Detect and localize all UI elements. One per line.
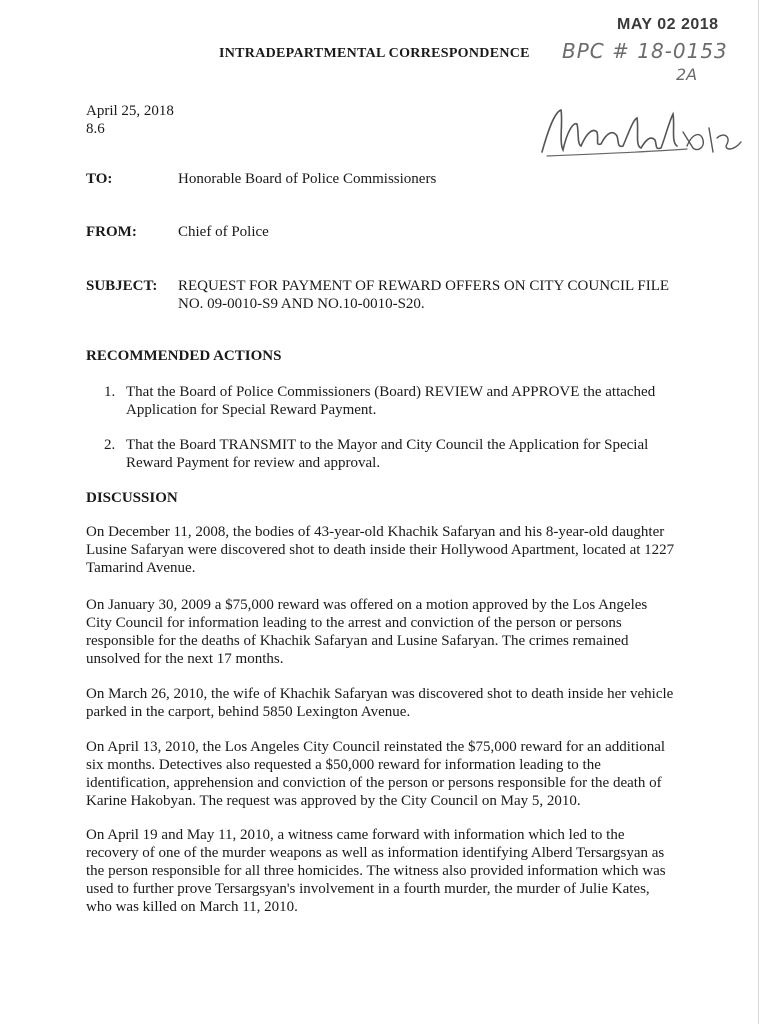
item-text: That the Board of Police Commissioners (Board) REVIEW and APPROVE the attached Application for Special Reward Payment. bbox=[126, 384, 656, 418]
memo-ref: 8.6 bbox=[86, 121, 105, 137]
memo-date-block bbox=[86, 102, 174, 138]
from-label: FROM: bbox=[86, 224, 137, 240]
discussion-paragraph: On April 19 and May 11, 2010, a witness came forward with information which led to the recovery of one of the murder weapons as well as information identifying Alberd Tersargsyan as the person responsible for all three homicides. The witness also provided information which was used to further prove Tersargsyan's involvement in a fourth murder, the murder of Julie Kates, who was killed on March 11, 2010. bbox=[86, 827, 666, 915]
agenda-ref-handwritten: 2A bbox=[676, 65, 698, 84]
from-value: Chief of Police bbox=[178, 224, 269, 240]
discussion-paragraph: On December 11, 2008, the bodies of 43-year-old Khachik Safaryan and his 8-year-old daughter Lusine Safaryan were discovered shot to death inside their Hollywood Apartment, located at 1227 Tamarind Avenue. bbox=[86, 524, 675, 576]
subject-label: SUBJECT: bbox=[86, 278, 158, 294]
memo-date: April 25, 2018 bbox=[86, 103, 174, 119]
handwritten-signature bbox=[537, 102, 757, 162]
recommended-actions-heading: RECOMMENDED ACTIONS bbox=[86, 348, 282, 364]
discussion-paragraph: On March 26, 2010, the wife of Khachik Safaryan was discovered shot to death inside her vehicle parked in the carport, behind 5850 Lexington Avenue. bbox=[86, 686, 674, 720]
document-title: INTRADEPARTMENTAL CORRESPONDENCE bbox=[219, 46, 530, 61]
item-text: That the Board TRANSMIT to the Mayor and City Council the Application for Special Reward Payment for review and approval. bbox=[126, 437, 649, 471]
discussion-paragraph: On January 30, 2009 a $75,000 reward was offered on a motion approved by the Los Angeles City Council for information leading to the arrest and conviction of the person or persons responsible for the deaths of Khachik Safaryan and Lusine Safaryan. The crimes remained unsolved for the next 17 months. bbox=[86, 597, 648, 667]
discussion-heading: DISCUSSION bbox=[86, 490, 178, 506]
item-number: 1. bbox=[104, 384, 116, 400]
to-value: Honorable Board of Police Commissioners bbox=[178, 171, 437, 187]
page-edge-line bbox=[758, 0, 759, 1024]
discussion-paragraph: On April 13, 2010, the Los Angeles City Council reinstated the $75,000 reward for an additional six months. Detectives also requested a $50,000 reward for information leading to the identification, apprehension and conviction of the person or persons responsible for the death of Karine Hakobyan. The request was approved by the City Council on May 5, 2010. bbox=[86, 739, 666, 809]
received-date-stamp: MAY 02 2018 bbox=[617, 16, 719, 33]
bpc-number-handwritten: BPC # 18-0153 bbox=[562, 39, 728, 63]
item-number: 2. bbox=[104, 437, 116, 453]
subject-value: REQUEST FOR PAYMENT OF REWARD OFFERS ON CITY COUNCIL FILE NO. 09-0010-S9 AND NO.10-0010-S20. bbox=[178, 278, 670, 312]
to-label: TO: bbox=[86, 171, 113, 187]
